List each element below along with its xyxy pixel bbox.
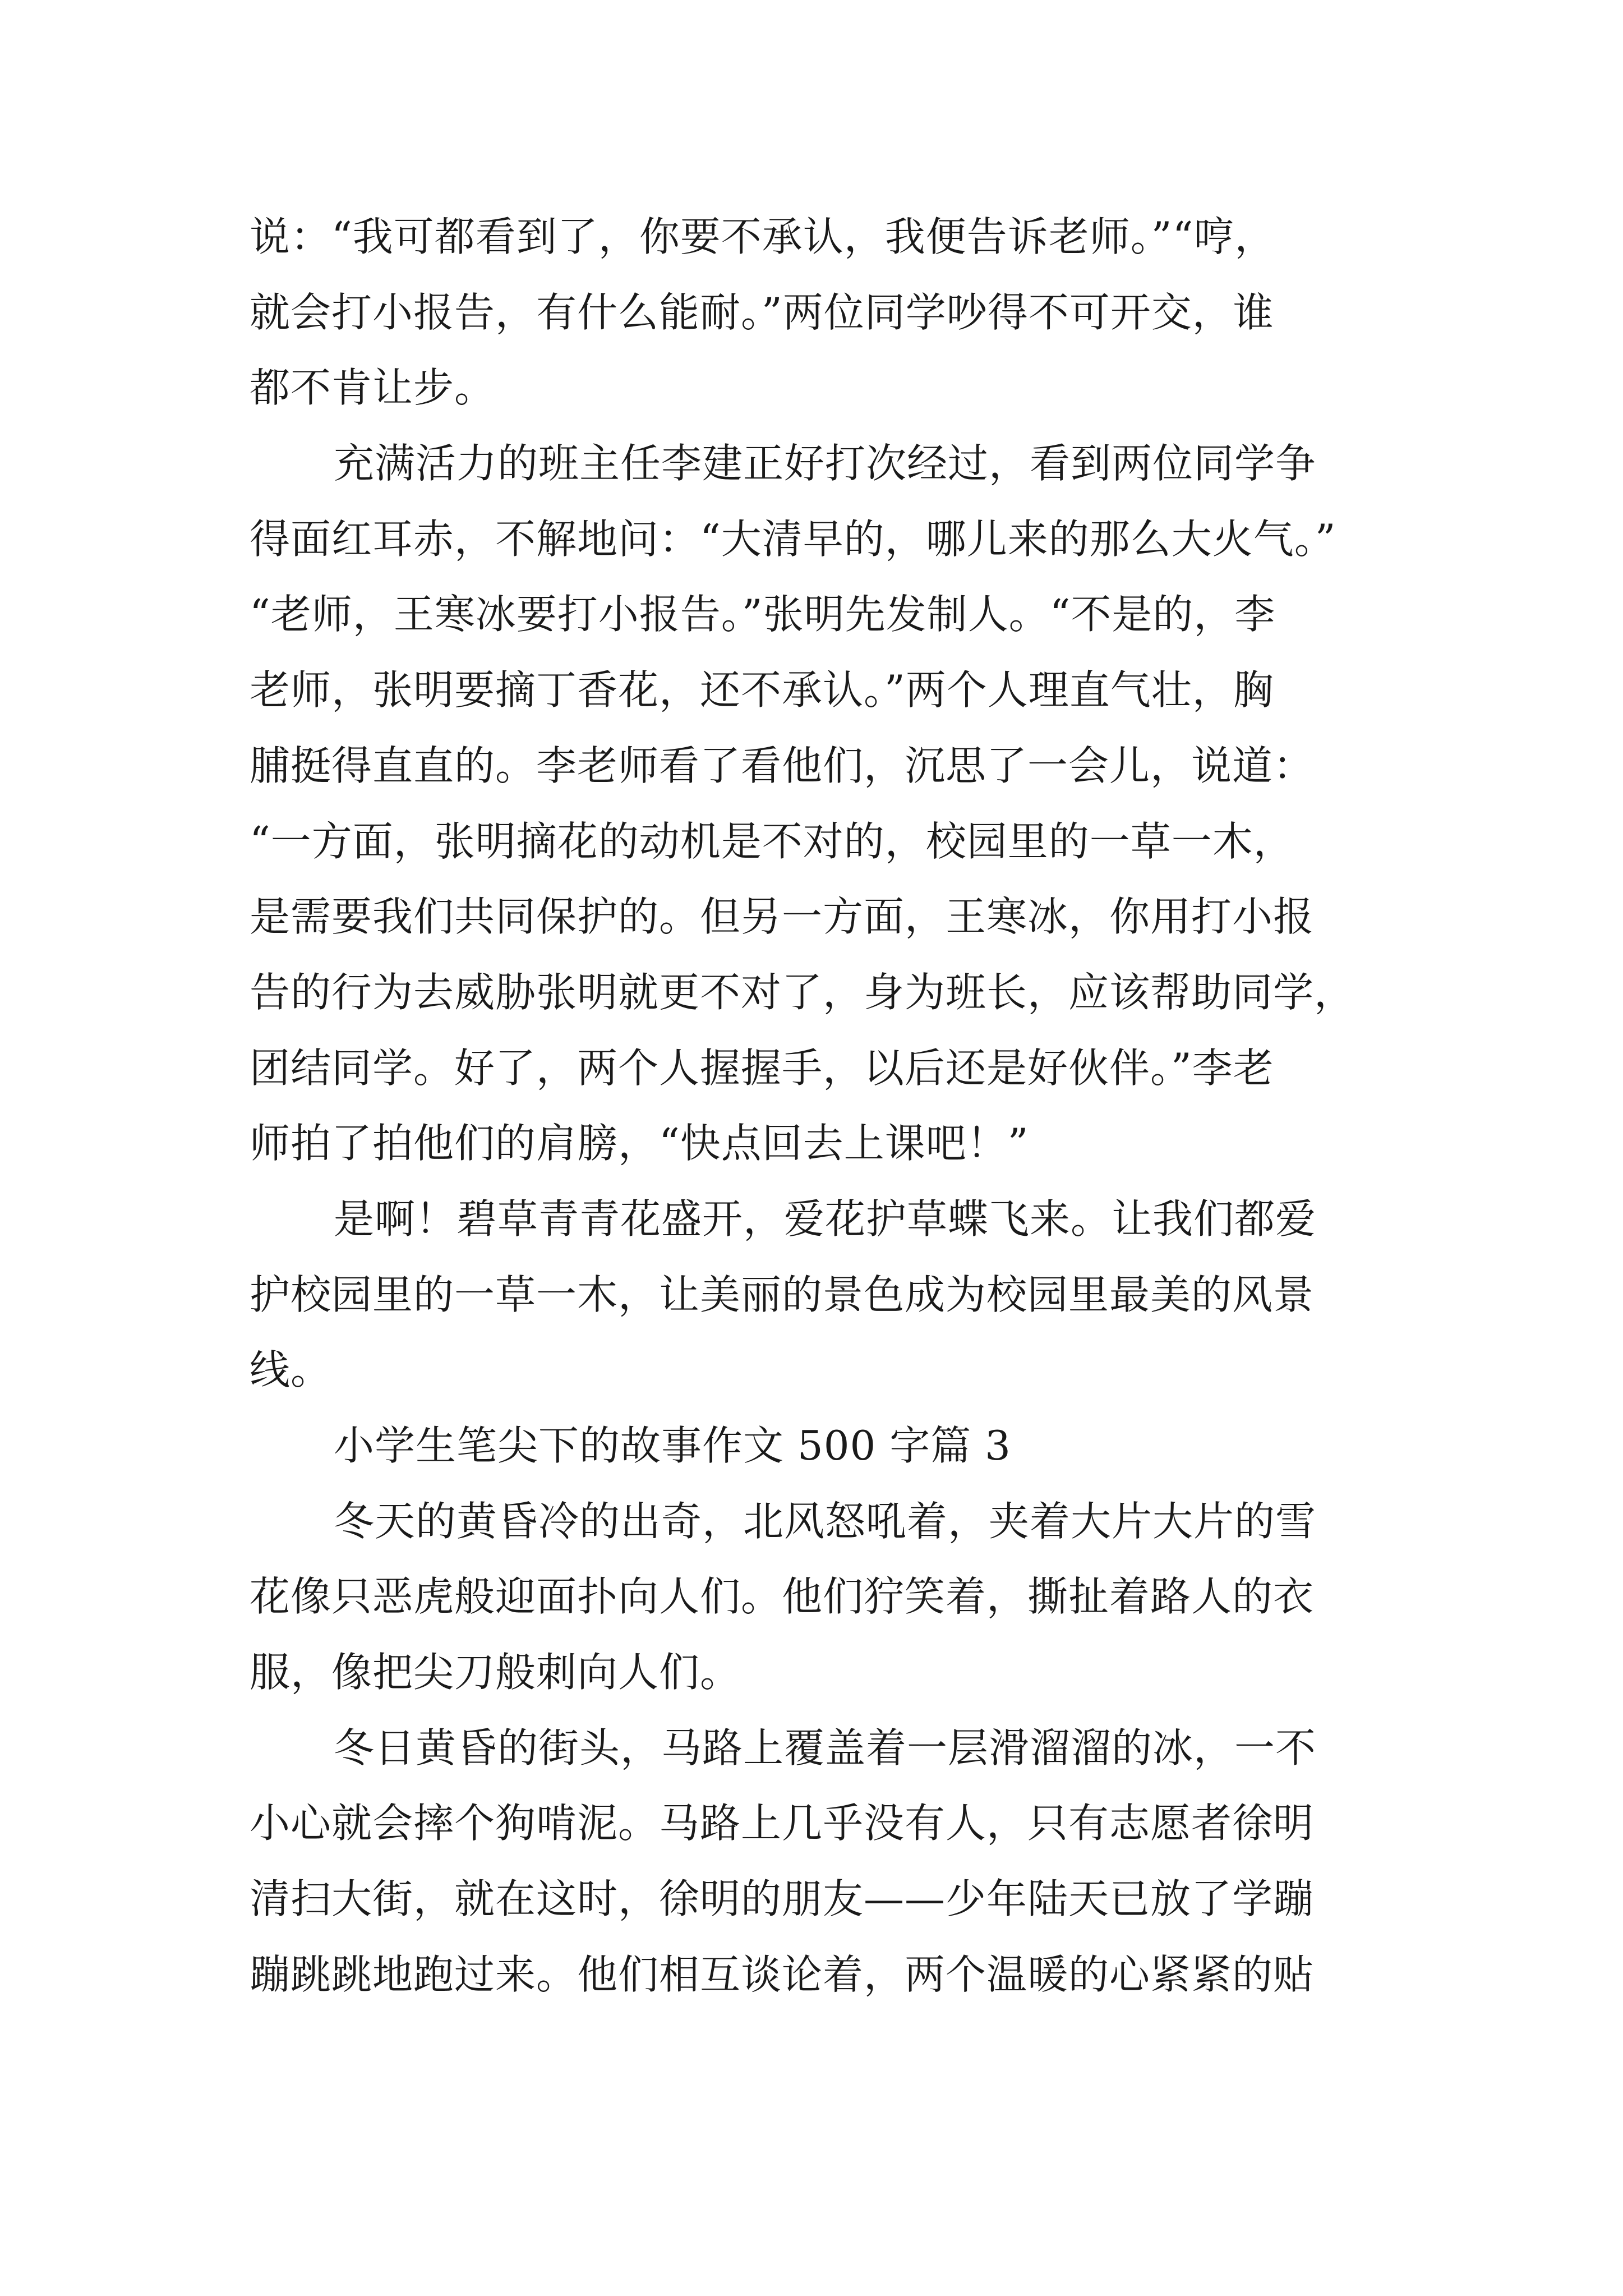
paragraph-start-line: 冬天的黄昏冷的出奇，北风怒吼着，夹着大片大片的雪 [334,1497,1317,1545]
text-line: 老师，张明要摘丁香花，还不承认。”两个人理直气壮，胸 [250,666,1274,714]
text-line: 都不肯让步。 [250,364,496,412]
text-line: 线。 [250,1346,332,1394]
text-line: 告的行为去威胁张明就更不对了，身为班长，应该帮助同学， [250,968,1355,1016]
text-line: 护校园里的一草一木，让美丽的景色成为校园里最美的风景 [250,1271,1315,1318]
text-line: 就会打小报告，有什么能耐。”两位同学吵得不可开交，谁 [250,288,1274,336]
text-line: 花像只恶虎般迎面扑向人们。他们狞笑着，撕扯着路人的衣 [250,1573,1315,1621]
text-line: “老师，王寒冰要打小报告。”张明先发制人。“不是的，李 [250,591,1276,638]
text-line: 服，像把尖刀般刺向人们。 [250,1649,741,1696]
article-body [250,199,1388,2013]
text-line: 小心就会摔个狗啃泥。马路上几乎没有人，只有志愿者徐明 [250,1800,1315,1847]
text-line: 团结同学。好了，两个人握握手，以后还是好伙伴。”李老 [250,1044,1274,1092]
text-line: 清扫大街，就在这时，徐明的朋友——少年陆天已放了学蹦 [250,1875,1315,1923]
text-line: 师拍了拍他们的肩膀，“快点回去上课吧！” [250,1120,1029,1167]
paragraph-start-line: 冬日黄昏的街头，马路上覆盖着一层滑溜溜的冰，一不 [334,1724,1317,1772]
text-line: “一方面，张明摘花的动机是不对的，校园里的一草一木， [250,817,1294,865]
text-line: 蹦跳跳地跑过来。他们相互谈论着，两个温暖的心紧紧的贴 [250,1950,1315,1998]
text-line: 得面红耳赤，不解地问：“大清早的，哪儿来的那么大火气。” [250,515,1336,563]
paragraph-start-line: 充满活力的班主任李建正好打次经过，看到两位同学争 [334,440,1317,487]
text-line: 是需要我们共同保护的。但另一方面，王寒冰，你用打小报 [250,893,1315,941]
text-line: 说：“我可都看到了，你要不承认，我便告诉老师。”“哼， [250,213,1276,260]
section-heading: 小学生笔尖下的故事作文 500 字篇 3 [334,1422,1011,1469]
text-line: 脯挺得直直的。李老师看了看他们，沉思了一会儿，说道： [250,742,1315,789]
paragraph-start-line: 是啊！碧草青青花盛开，爱花护草蝶飞来。让我们都爱 [334,1195,1317,1243]
